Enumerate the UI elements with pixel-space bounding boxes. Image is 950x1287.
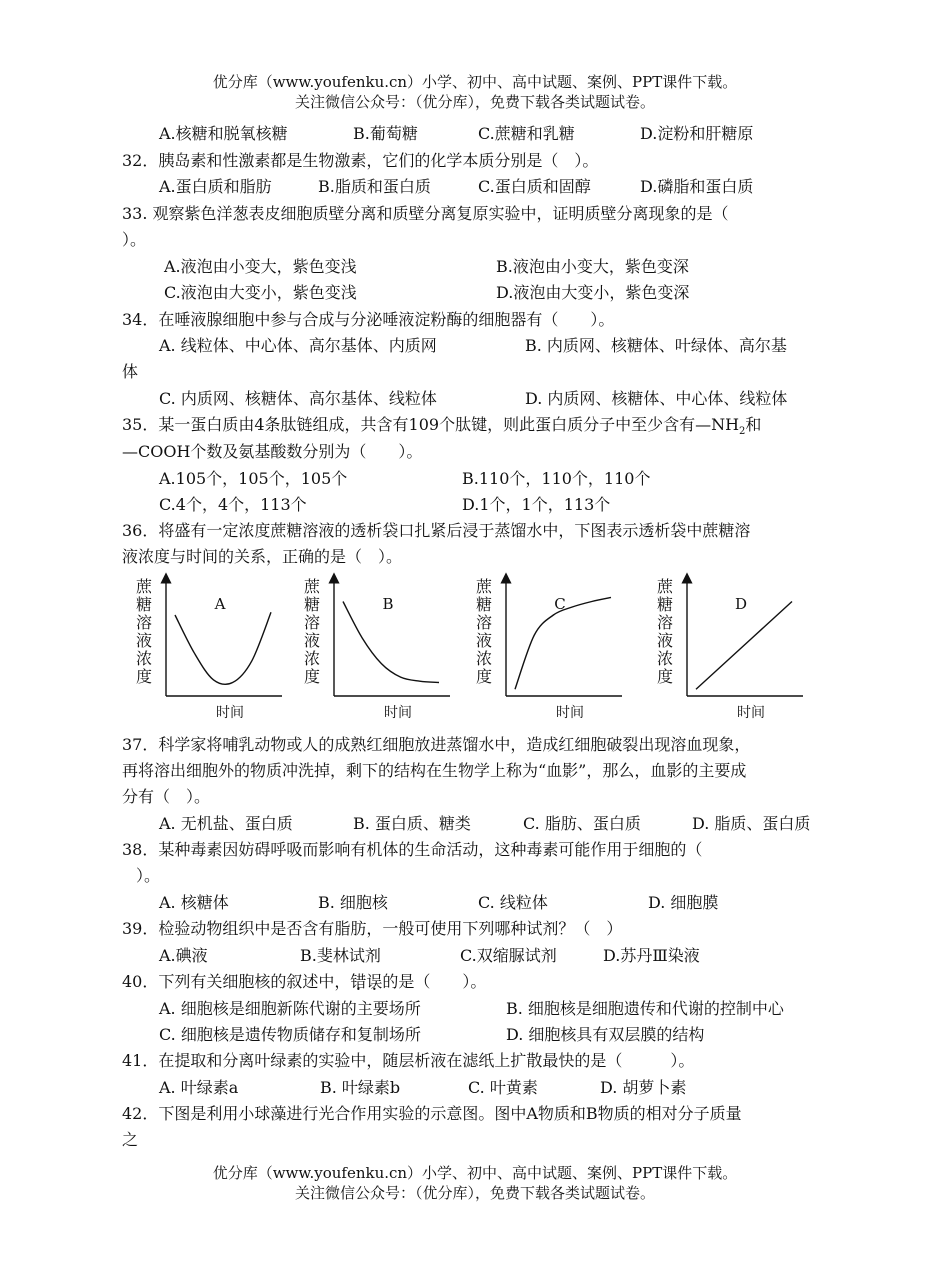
q31-option-b: B.葡萄糖 — [353, 124, 418, 143]
q33-option-d: D.液泡由大变小，紫色变深 — [496, 283, 690, 302]
q34-option-c: C. 内质网、核糖体、高尔基体、线粒体 — [159, 389, 437, 408]
chart-svg — [462, 572, 637, 722]
q39-option-b: B.斐林试剂 — [300, 946, 381, 965]
q40-option-b: B. 细胞核是细胞遗传和代谢的控制中心 — [506, 999, 784, 1018]
q40-stem-text-end: 的是（ ）。 — [382, 972, 487, 991]
x-axis-label: 时间 — [384, 705, 412, 721]
q31-option-d: D.淀粉和肝糖原 — [640, 124, 754, 143]
q34-option-a: A. 线粒体、中心体、高尔基体、内质网 — [159, 336, 437, 355]
q42-stem-line-2: 之 — [122, 1130, 139, 1149]
q40-option-a: A. 细胞核是细胞新陈代谢的主要场所 — [159, 999, 421, 1018]
q38-option-a: A. 核糖体 — [159, 893, 229, 912]
q37-stem-line-2: 再将溶出细胞外的物质冲洗掉，剩下的结构在生物学上称为“血影”，那么，血影的主要成 — [122, 761, 747, 780]
header-line-2: 关注微信公众号：（优分库），免费下载各类试题试卷。 — [294, 93, 655, 111]
q40-emphasis-1: 错 — [350, 972, 367, 991]
q34-option-b-continued: 体 — [122, 362, 139, 381]
y-axis-label-char: 溶 — [656, 613, 674, 632]
footer-line-2: 关注微信公众号：（优分库），免费下载各类试题试卷。 — [294, 1184, 655, 1202]
q31-option-a: A.核糖和脱氧核糖 — [159, 124, 288, 143]
chart-a — [122, 572, 297, 726]
concentration-curve — [175, 612, 271, 684]
q38-option-c: C. 线粒体 — [478, 893, 548, 912]
chart-label: A — [214, 595, 226, 613]
y-axis-label-char: 糖 — [475, 595, 493, 614]
y-axis-label-char: 液 — [475, 631, 493, 650]
q32-option-b: B.脂质和蛋白质 — [318, 177, 431, 196]
q42-stem-line-1: 42．下图是利用小球藻进行光合作用实验的示意图。图中A物质和B物质的相对分子质量 — [122, 1104, 742, 1123]
header-line-1: 优分库（www.youfenku.cn）小学、初中、高中试题、案例、PPT课件下载。 — [212, 73, 738, 91]
q40-option-c: C. 细胞核是遗传物质储存和复制场所 — [159, 1025, 421, 1044]
q41-option-b: B. 叶绿素b — [320, 1078, 401, 1097]
q33-option-a: A.液泡由小变大，紫色变浅 — [164, 257, 357, 276]
q34-option-d: D. 内质网、核糖体、中心体、线粒体 — [525, 389, 788, 408]
q37-option-c: C. 脂肪、蛋白质 — [523, 814, 641, 833]
q35-option-a: A.105个，105个，105个 — [159, 469, 348, 488]
q35-stem-line-2: —COOH个数及氨基酸数分别为（ ）。 — [122, 442, 423, 461]
q38-option-b: B. 细胞核 — [318, 893, 388, 912]
y-axis-label-char: 蔗 — [303, 577, 321, 596]
q35-option-d: D.1个，1个，113个 — [462, 495, 611, 514]
q32-option-d: D.磷脂和蛋白质 — [640, 177, 754, 196]
q31-option-c: C.蔗糖和乳糖 — [478, 124, 575, 143]
y-axis-label-char: 浓 — [656, 649, 674, 668]
y-axis-label-char: 糖 — [656, 595, 674, 614]
chart-svg — [122, 572, 297, 722]
y-axis-label-char: 蔗 — [135, 577, 153, 596]
q36-stem-line-2: 液浓度与时间的关系，正确的是（ ）。 — [122, 547, 403, 566]
q38-stem-line-1: 38．某种毒素因妨碍呼吸而影响有机体的生命活动，这种毒素可能作用于细胞的（ — [122, 840, 703, 859]
q40-option-d: D. 细胞核具有双层膜的结构 — [506, 1025, 705, 1044]
chart-label: B — [382, 595, 394, 613]
q36-stem-line-1: 36．将盛有一定浓度蔗糖溶液的透析袋口扎紧后浸于蒸馏水中，下图表示透析袋中蔗糖溶 — [122, 521, 751, 540]
chart-svg — [290, 572, 465, 722]
q34-option-b: B. 内质网、核糖体、叶绿体、高尔基 — [525, 336, 787, 355]
y-axis-label-char: 溶 — [303, 613, 321, 632]
y-axis-label-char: 蔗 — [475, 577, 493, 596]
q33-stem-line-2: ）。 — [122, 230, 147, 249]
y-axis-label-char: 度 — [303, 667, 321, 686]
q35-stem-text-end: 和 — [745, 415, 762, 434]
q37-option-d: D. 脂质、蛋白质 — [692, 814, 811, 833]
q35-stem-line-1 — [122, 415, 761, 442]
q39-option-c: C.双缩脲试剂 — [460, 946, 557, 965]
q40-emphasis-2: 误 — [366, 972, 383, 991]
q41-option-d: D. 胡萝卜素 — [600, 1078, 687, 1097]
y-axis-label-char: 度 — [135, 667, 153, 686]
y-axis-label-char: 溶 — [135, 613, 153, 632]
q33-option-b: B.液泡由小变大，紫色变深 — [496, 257, 689, 276]
q40-stem-text: 40．下列有关细胞核的叙述中， — [122, 972, 351, 991]
y-axis-label-char: 浓 — [303, 649, 321, 668]
q38-stem-line-2: ）。 — [136, 866, 161, 885]
chart-label: D — [734, 595, 748, 613]
q41-option-c: C. 叶黄素 — [468, 1078, 538, 1097]
q39-option-d: D.苏丹Ⅲ染液 — [603, 946, 700, 965]
y-axis-label-char: 度 — [656, 667, 674, 686]
concentration-curve — [696, 602, 792, 690]
y-axis-label-char: 液 — [656, 631, 674, 650]
q35-subscript: 2 — [739, 426, 746, 438]
q41-option-a: A. 叶绿素a — [159, 1078, 239, 1097]
chart-label: C — [554, 595, 566, 613]
x-axis-label: 时间 — [737, 705, 765, 721]
chart-c — [462, 572, 637, 726]
q37-stem-line-3: 分有（ ）。 — [122, 787, 211, 806]
q32-option-a: A.蛋白质和脂肪 — [159, 177, 272, 196]
q37-option-a: A. 无机盐、蛋白质 — [159, 814, 293, 833]
q40-stem — [122, 972, 486, 992]
y-axis-label-char: 溶 — [475, 613, 493, 632]
q35-option-b: B.110个，110个，110个 — [462, 469, 651, 488]
q39-stem: 39．检验动物组织中是否含有脂肪，一般可使用下列哪种试剂？（ ） — [122, 919, 623, 938]
x-axis-label: 时间 — [216, 705, 244, 721]
q34-stem: 34．在唾液腺细胞中参与合成与分泌唾液淀粉酶的细胞器有（ ）。 — [122, 310, 615, 329]
y-axis-label-char: 糖 — [303, 595, 321, 614]
q38-option-d: D. 细胞膜 — [648, 893, 719, 912]
y-axis-label-char: 浓 — [475, 649, 493, 668]
concentration-curve — [343, 602, 439, 683]
y-axis-label-char: 液 — [135, 631, 153, 650]
q35-option-c: C.4个，4个，113个 — [159, 495, 307, 514]
q35-stem-text: 35．某一蛋白质由4条肽链组成，共含有109个肽键，则此蛋白质分子中至少含有—NH — [122, 415, 740, 434]
chart-d — [643, 572, 818, 726]
q33-stem-line-1: 33. 观察紫色洋葱表皮细胞质壁分离和质壁分离复原实验中，证明质壁分离现象的是（ — [122, 204, 729, 223]
q39-option-a: A.碘液 — [159, 946, 208, 965]
q37-option-b: B. 蛋白质、糖类 — [353, 814, 471, 833]
y-axis-label-char: 蔗 — [656, 577, 674, 596]
chart-b — [290, 572, 465, 726]
y-axis-label-char: 糖 — [135, 595, 153, 614]
y-axis-label-char: 液 — [303, 631, 321, 650]
q32-stem: 32．胰岛素和性激素都是生物激素，它们的化学本质分别是（ ）。 — [122, 151, 599, 170]
q32-option-c: C.蛋白质和固醇 — [478, 177, 591, 196]
q33-option-c: C.液泡由大变小，紫色变浅 — [164, 283, 357, 302]
y-axis-label-char: 度 — [475, 667, 493, 686]
q37-stem-line-1: 37．科学家将哺乳动物或人的成熟红细胞放进蒸馏水中，造成红细胞破裂出现溶血现象， — [122, 735, 751, 754]
x-axis-label: 时间 — [556, 705, 584, 721]
y-axis-label-char: 浓 — [135, 649, 153, 668]
chart-svg — [643, 572, 818, 722]
q41-stem: 41．在提取和分离叶绿素的实验中，随层析液在滤纸上扩散最快的是（ ）。 — [122, 1051, 695, 1070]
footer-line-1: 优分库（www.youfenku.cn）小学、初中、高中试题、案例、PPT课件下载。 — [212, 1164, 738, 1182]
